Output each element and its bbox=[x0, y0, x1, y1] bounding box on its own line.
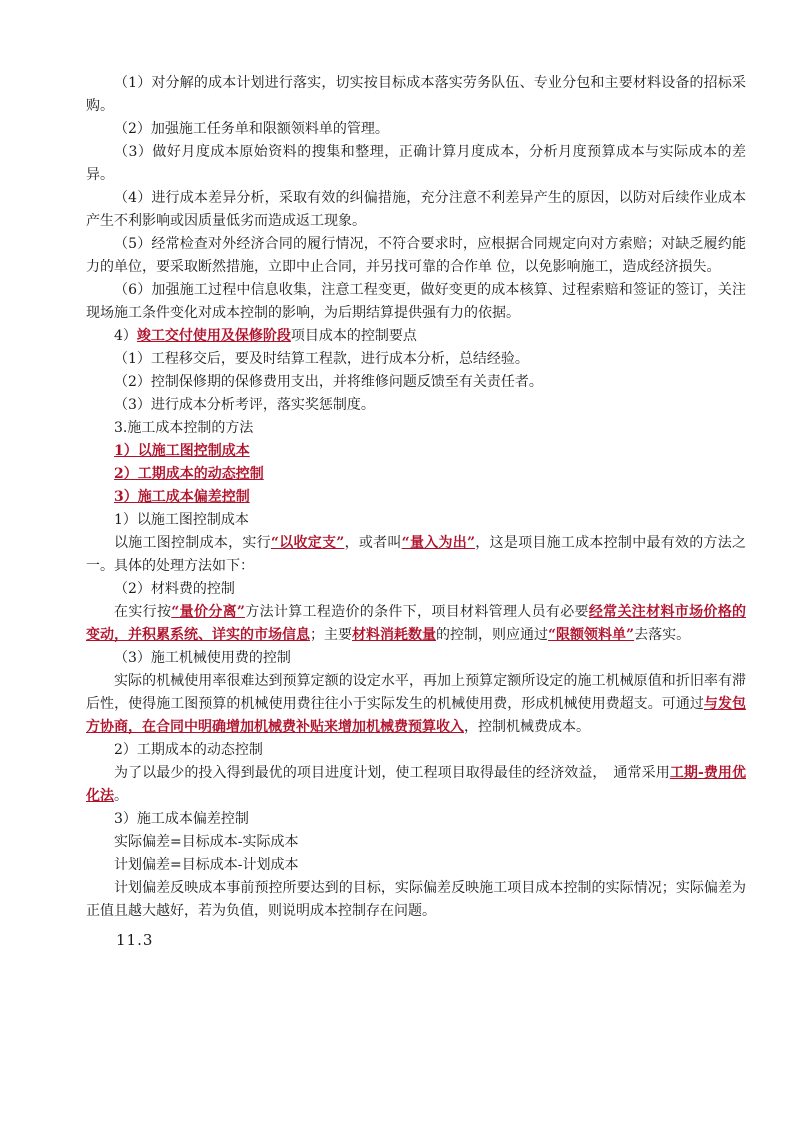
paragraph-p14 bbox=[86, 486, 746, 509]
text-segment: （2）控制保修期的保修费用支出，并将维修问题反馈至有关责任者。 bbox=[114, 374, 543, 390]
paragraph-p12 bbox=[86, 440, 746, 463]
paragraph-p1 bbox=[86, 72, 746, 118]
text-segment: 4） bbox=[114, 328, 137, 344]
highlighted-term: 与发包方协商，在合同中明确增加机械费补贴来增加机械费预算收入 bbox=[86, 696, 747, 735]
text-segment: （1）对分解的成本计划进行落实，切实按目标成本落实劳务队伍、专业分包和主要材料设备的招标采购。 bbox=[86, 75, 746, 114]
paragraph-p5 bbox=[86, 233, 746, 279]
highlighted-term: 材料消耗数量 bbox=[352, 627, 436, 643]
paragraph-p18 bbox=[86, 601, 746, 647]
text-segment: 的控制，则应通过 bbox=[436, 627, 548, 643]
paragraph-p7 bbox=[86, 325, 746, 348]
text-segment: 计划偏差=目标成本-计划成本 bbox=[114, 857, 299, 873]
text-segment: （2）加强施工任务单和限额领料单的管理。 bbox=[114, 121, 389, 137]
paragraph-p25 bbox=[86, 854, 746, 877]
text-segment: （3）进行成本分析考评，落实奖惩制度。 bbox=[114, 397, 375, 413]
highlighted-term: 竣工交付使用及保修阶段 bbox=[136, 328, 291, 344]
text-segment: ，控制机械费成本。 bbox=[464, 719, 590, 735]
highlighted-term: “量入为出” bbox=[401, 535, 476, 551]
text-segment: 在实行按 bbox=[114, 604, 172, 620]
paragraph-p11 bbox=[86, 417, 746, 440]
text-segment: （2）材料费的控制 bbox=[114, 581, 235, 597]
text-segment: 。 bbox=[114, 788, 128, 804]
paragraph-p6 bbox=[86, 279, 746, 325]
text-segment: 计划偏差反映成本事前预控所要达到的目标，实际偏差反映施工项目成本控制的实际情况；实际偏差为正值且越大越好，若为负值，则说明成本控制存在问题。 bbox=[86, 880, 746, 919]
text-segment: ，或者叫 bbox=[344, 535, 402, 551]
highlighted-term: “以收定支” bbox=[270, 535, 345, 551]
highlighted-term: “量价分离” bbox=[171, 604, 245, 620]
text-segment: 实际偏差=目标成本-实际成本 bbox=[114, 834, 299, 850]
paragraph-p19 bbox=[86, 647, 746, 670]
text-segment: 1）以施工图控制成本 bbox=[114, 512, 249, 528]
text-segment: （1）工程移交后，要及时结算工程款，进行成本分析，总结经验。 bbox=[114, 351, 529, 367]
text-segment: 2）工期成本的动态控制 bbox=[114, 742, 263, 758]
paragraph-p17 bbox=[86, 578, 746, 601]
text-segment: 实际的机械使用率很难达到预算定额的设定水平，再加上预算定额所设定的施工机械原值和折旧率有滞后性，使得施工图预算的机械使用费往往小于实际发生的机械使用费，形成机械使用费超支。可通过 bbox=[86, 673, 746, 712]
text-segment: （3）做好月度成本原始资料的搜集和整理，正确计算月度成本，分析月度预算成本与实际成本的差异。 bbox=[86, 144, 746, 183]
text-segment: 项目成本的控制要点 bbox=[290, 328, 417, 344]
highlighted-term: 经常关注材料市场价格的变动，并积累系统、详实的市场信息 bbox=[86, 604, 747, 643]
text-segment: ，这是项目施工成本控制中最有效的方法之一。具体的处理方法如下： bbox=[86, 535, 747, 574]
text-segment: 去落实。 bbox=[634, 627, 691, 643]
highlighted-term: 2）工期成本的动态控制 bbox=[114, 466, 264, 482]
text-segment: 3）施工成本偏差控制 bbox=[114, 811, 249, 827]
paragraph-p26 bbox=[86, 877, 746, 923]
paragraph-p3 bbox=[86, 141, 746, 187]
text-segment: 方法计算工程造价的条件下，项目材料管理人员有必要 bbox=[244, 604, 589, 620]
paragraph-list bbox=[86, 72, 746, 923]
paragraph-p8 bbox=[86, 348, 746, 371]
text-segment: （3）施工机械使用费的控制 bbox=[114, 650, 291, 666]
paragraph-p22 bbox=[86, 762, 746, 808]
highlighted-term: “限额领料单” bbox=[548, 627, 635, 643]
text-segment: （5）经常检查对外经济合同的履行情况，不符合要求时，应根据合同规定向对方索赔；对缺乏履约能力的单位，要采取断然措施，立即中止合同，并另找可靠的合作单 位，以免影响施工，造成经济损失。 bbox=[86, 236, 746, 275]
paragraph-p23 bbox=[86, 808, 746, 831]
paragraph-p21 bbox=[86, 739, 746, 762]
paragraph-p16 bbox=[86, 532, 746, 578]
highlighted-term: 1）以施工图控制成本 bbox=[114, 443, 250, 459]
text-segment: 为了以最少的投入得到最优的项目进度计划，使工程项目取得最佳的经济效益， 通常采用 bbox=[114, 765, 670, 781]
text-segment: ；主要 bbox=[310, 627, 352, 643]
document-body bbox=[86, 72, 746, 952]
paragraph-p2 bbox=[86, 118, 746, 141]
text-segment: 3.施工成本控制的方法 bbox=[114, 420, 254, 436]
paragraph-p4 bbox=[86, 187, 746, 233]
paragraph-p15 bbox=[86, 509, 746, 532]
paragraph-p10 bbox=[86, 394, 746, 417]
text-segment: （4）进行成本差异分析，采取有效的纠偏措施，充分注意不利差异产生的原因，以防对后续作业成本产生不利影响或因质量低劣而造成返工现象。 bbox=[86, 190, 746, 229]
paragraph-p13 bbox=[86, 463, 746, 486]
paragraph-p9 bbox=[86, 371, 746, 394]
section-number: 11.3 bbox=[116, 931, 154, 949]
text-segment: 以施工图控制成本，实行 bbox=[114, 535, 271, 551]
paragraph-p24 bbox=[86, 831, 746, 854]
highlighted-term: 3）施工成本偏差控制 bbox=[114, 489, 250, 505]
paragraph-p20 bbox=[86, 670, 746, 739]
text-segment: （6）加强施工过程中信息收集，注意工程变更，做好变更的成本核算、过程索赔和签证的签订，关注现场施工条件变化对成本控制的影响，为后期结算提供强有力的依据。 bbox=[86, 282, 746, 321]
highlighted-term: 工期-费用优化法 bbox=[86, 765, 747, 804]
